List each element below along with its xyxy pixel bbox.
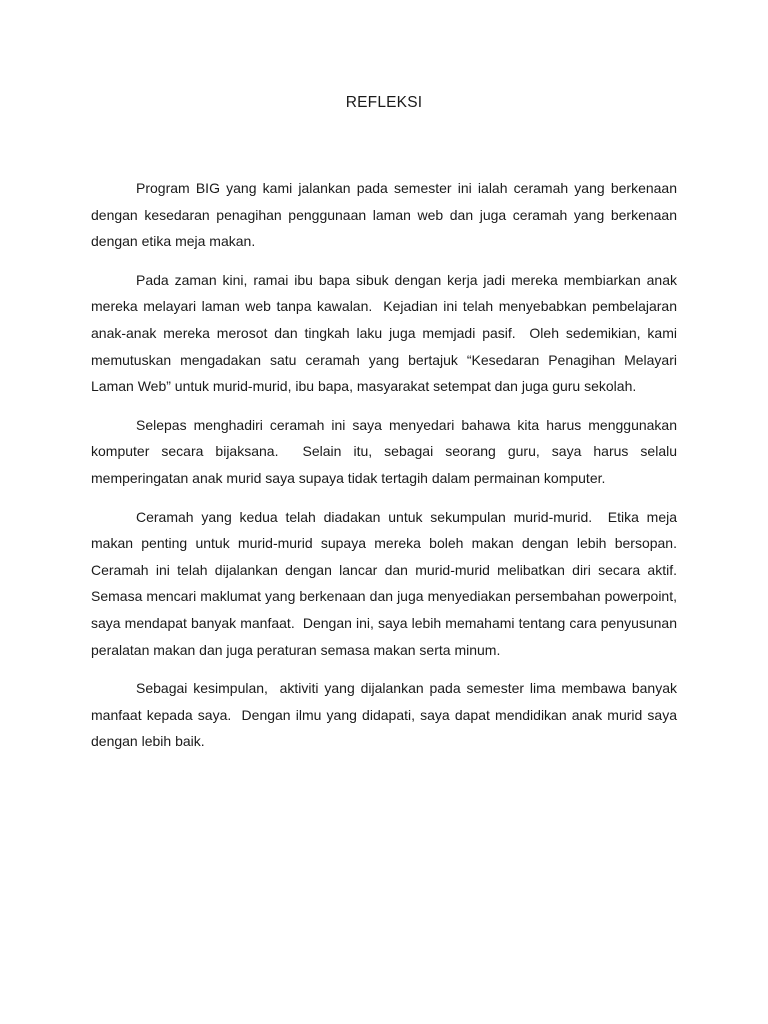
paragraph-zaman-kini: Pada zaman kini, ramai ibu bapa sibuk dengan kerja jadi mereka membiarkan anak mereka melayari laman web tanpa kawalan. Kejadian ini telah menyebabkan pembelajaran anak-anak mereka merosot dan tingkah laku juga memjadi pasif. Oleh sedemikian, kami memutuskan mengadakan satu ceramah yang bertajuk “Kesedaran Penagihan Melayari Laman Web” untuk murid-murid, ibu bapa, masyarakat setempat dan juga guru sekolah. [91,271,681,395]
paragraph-selepas-ceramah: Selepas menghadiri ceramah ini saya menyedari bahawa kita harus menggunakan komputer secara bijaksana. Selain itu, sebagai seorang guru, saya harus selalu memperingatan anak murid saya supaya tidak tertagih dalam permainan komputer. [91,416,681,486]
paragraph-ceramah-kedua: Ceramah yang kedua telah diadakan untuk sekumpulan murid-murid. Etika meja makan penting untuk murid-murid supaya mereka boleh makan dengan lebih bersopan. Ceramah ini telah dijalankan dengan lancar dan murid-murid melibatkan diri secara aktif. Semasa mencari maklumat yang berkenaan dan juga menyediakan persembahan powerpoint, saya mendapat banyak manfaat. Dengan ini, saya lebih memahami tentang cara penyusunan peralatan makan dan juga peraturan semasa makan serta minum. [91,508,685,658]
paragraph-program-big: Program BIG yang kami jalankan pada semester ini ialah ceramah yang berkenaan dengan kesedaran penagihan penggunaan laman web dan juga ceramah yang berkenaan dengan etika meja makan. [91,180,681,250]
document-body [91,175,685,767]
document-title: REFLEKSI [345,94,423,111]
paragraph-kesimpulan: Sebagai kesimpulan, aktiviti yang dijalankan pada semester lima membawa banyak manfaat kepada saya. Dengan ilmu yang didapati, saya dapat mendidikan anak murid saya dengan lebih baik. [91,680,681,750]
